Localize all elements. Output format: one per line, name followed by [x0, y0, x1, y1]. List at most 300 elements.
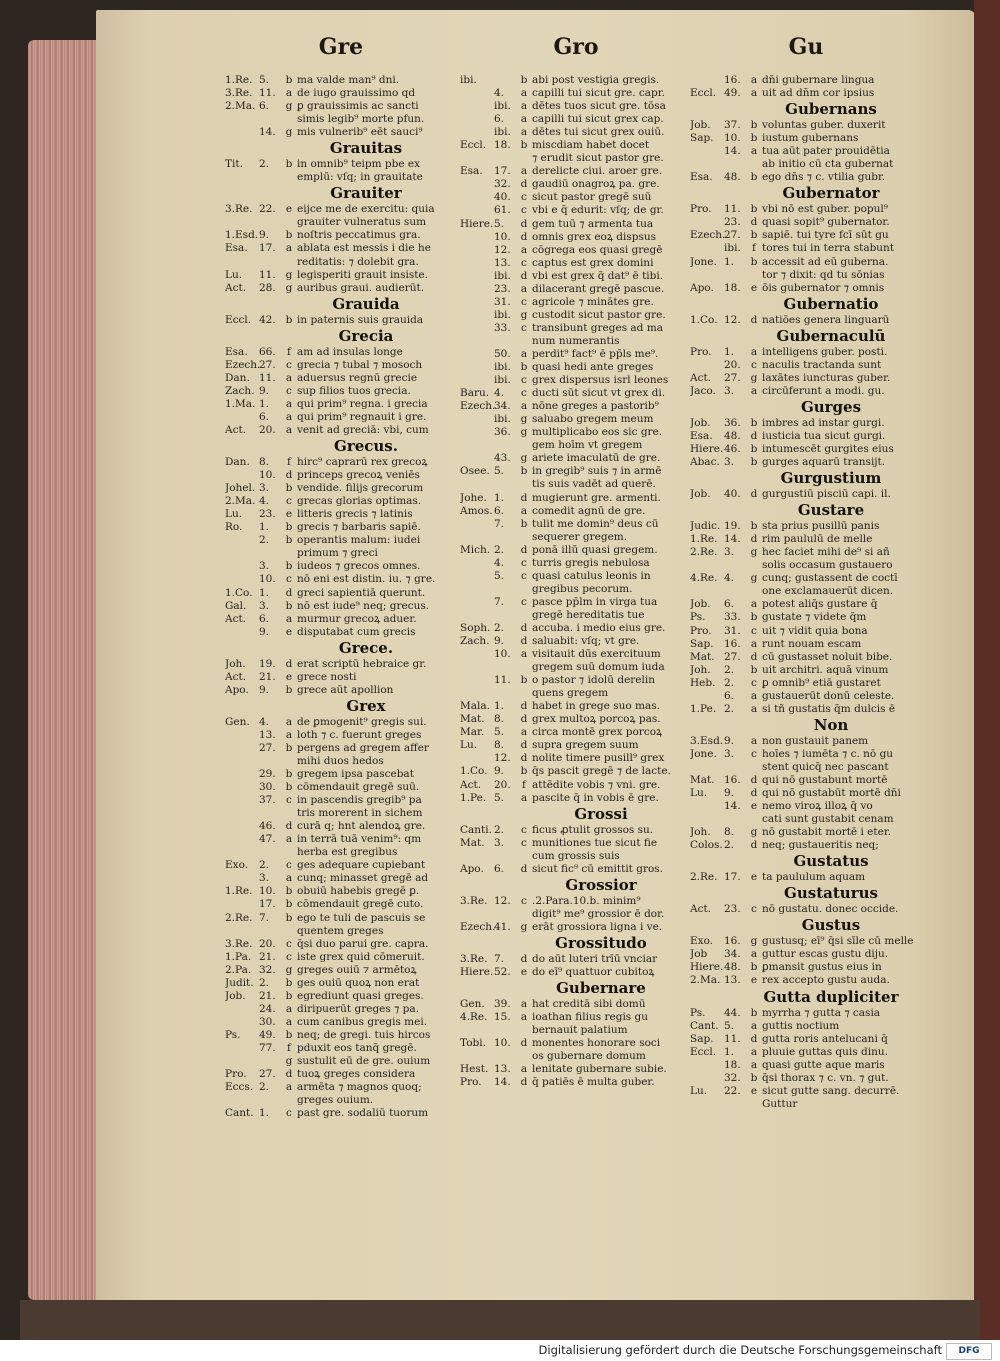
headword: Gustaturus — [784, 884, 878, 903]
chapter: 2. — [259, 976, 270, 989]
concordance-line — [225, 768, 457, 781]
concordance-line — [225, 216, 457, 229]
chapter: ibi. — [494, 361, 511, 374]
section-letter: b — [285, 976, 293, 989]
concordance-line — [225, 508, 457, 521]
page-edge-stack — [28, 40, 100, 1300]
concordance-line — [460, 531, 692, 544]
quotation: nō eni est distin. iu. ⁊ gre. — [297, 573, 436, 586]
chapter: 2. — [494, 543, 505, 556]
quotation: cunq; gustassent de coctī — [762, 572, 898, 585]
reference — [225, 534, 259, 547]
concordance-line — [460, 850, 692, 863]
quotation: curā q; hnt alendoꝝ gre. — [297, 820, 426, 833]
quotation: litteris grecis ⁊ latinis — [297, 508, 413, 521]
chapter — [259, 171, 281, 184]
chapter: 3. — [724, 384, 735, 397]
quotation: voluntas guber. duxerit — [762, 119, 886, 132]
chapter: 6. — [724, 598, 735, 611]
chapter: 44. — [724, 1006, 741, 1019]
chapter: ibi. — [494, 269, 511, 282]
chapter: 6. — [259, 410, 270, 423]
quotation: dētes tui sicut grex ouiū. — [532, 126, 665, 139]
section-letter: a — [285, 397, 293, 410]
section-letter: a — [520, 282, 528, 295]
reference: 3.Esd. — [690, 734, 724, 747]
section-letter: c — [521, 191, 527, 204]
reference: Act. — [225, 670, 247, 683]
reference: 2.Ma. — [225, 495, 256, 508]
chapter: 27. — [724, 229, 741, 242]
chapter: 4. — [494, 87, 505, 100]
section-letter: c — [521, 556, 527, 569]
reference: 4.Re. — [690, 572, 718, 585]
chapter: 20. — [259, 937, 276, 950]
quotation: o pastor ⁊ idolū derelin — [532, 674, 655, 687]
quotation: sup filios tuos grecia. — [297, 384, 411, 397]
section-letter: c — [521, 256, 527, 269]
chapter: 46. — [724, 442, 741, 455]
concordance-line — [225, 1016, 457, 1029]
section-letter: a — [520, 1063, 528, 1076]
reference — [690, 690, 724, 703]
quotation: gutta roris antelucani q̄ — [762, 1032, 888, 1045]
reference: Apo. — [225, 683, 249, 696]
section-letter: b — [750, 1071, 758, 1084]
section-letter: c — [521, 321, 527, 334]
chapter: 5. — [724, 1019, 735, 1032]
quotation: greges ouiū ⁊ armētoꝝ — [297, 963, 417, 976]
section-letter: a — [520, 998, 528, 1011]
quotation: simis legib⁹ morte pfun. — [297, 113, 425, 126]
section-letter: b — [285, 313, 293, 326]
reference: 3.Re. — [225, 87, 253, 100]
quotation: sequerer gregem. — [532, 530, 628, 543]
concordance-line — [460, 348, 692, 361]
quotation: qui prim⁹ regnauit i gre. — [297, 410, 427, 423]
concordance-line — [460, 270, 692, 283]
quotation: supra gregem suum — [532, 739, 639, 752]
chapter: 39. — [494, 998, 511, 1011]
quotation: ab initio cū cta gubernat — [762, 158, 894, 171]
concordance-line — [225, 600, 457, 613]
section-letter: g — [750, 826, 758, 839]
reference — [460, 478, 494, 491]
chapter: 36. — [724, 416, 741, 429]
chapter: 20. — [724, 358, 741, 371]
concordance-line — [225, 885, 457, 898]
section-letter: b — [520, 465, 528, 478]
quotation: ⁊ erudit sicut pastor gre. — [532, 152, 664, 165]
reference — [690, 74, 724, 87]
chapter: 34. — [494, 400, 511, 413]
section-letter: b — [750, 442, 758, 455]
chapter: 46. — [259, 820, 276, 833]
chapter: 1. — [494, 700, 505, 713]
quotation: nolite timere pusill⁹ grex — [532, 752, 665, 765]
reference — [460, 674, 494, 687]
section-letter — [516, 908, 532, 921]
quotation: hoīes ⁊ iumēta ⁊ c. nō gu — [762, 747, 894, 760]
concordance-line — [690, 690, 922, 703]
concordance-line — [460, 257, 692, 270]
section-letter — [746, 269, 762, 282]
quotation: diripuerūt greges ⁊ pa. — [297, 1002, 419, 1015]
concordance-line — [225, 482, 457, 495]
reference — [225, 1055, 259, 1068]
reference: Zach. — [460, 635, 490, 648]
chapter: ibi. — [494, 126, 511, 139]
concordance-line — [690, 664, 922, 677]
footer-credit: Digitalisierung gefördert durch die Deutsche Forschungsgemeinschaft — [538, 1343, 942, 1357]
quotation: quentem greges — [297, 924, 384, 937]
concordance-line — [225, 87, 457, 100]
concordance-line — [460, 465, 692, 478]
reference: Tit. — [225, 158, 243, 171]
chapter: 23. — [724, 216, 741, 229]
concordance-line — [460, 152, 692, 165]
section-letter: d — [520, 752, 528, 765]
section-letter: a — [750, 598, 758, 611]
reference — [460, 374, 494, 387]
reference — [460, 322, 494, 335]
reference: Lu. — [690, 1084, 708, 1097]
reference — [460, 752, 494, 765]
concordance-line — [460, 478, 692, 491]
reference: 2.Ma. — [690, 974, 721, 987]
concordance-line — [690, 1098, 922, 1111]
reference: Job — [690, 948, 708, 961]
section-letter: b — [750, 520, 758, 533]
chapter: 11. — [724, 1032, 741, 1045]
reference: Esa. — [690, 171, 713, 184]
reference — [460, 583, 494, 596]
concordance-line — [690, 229, 922, 242]
quotation: ego te tuli de pascuis se — [297, 911, 426, 924]
concordance-line — [225, 126, 457, 139]
quotation: accuba. i medio eius gre. — [532, 621, 666, 634]
section-letter: a — [285, 242, 293, 255]
chapter — [724, 761, 746, 774]
reference — [460, 348, 494, 361]
concordance-line — [225, 977, 457, 990]
quotation: pluuie guttas quis dinu. — [762, 1045, 888, 1058]
quotation: turris gregis nebulosa — [532, 556, 650, 569]
reference: Cant. — [225, 1107, 254, 1120]
chapter: 18. — [724, 1058, 741, 1071]
reference: Ezech. — [460, 920, 496, 933]
quotation: rim paululū de melle — [762, 533, 873, 546]
concordance-line — [690, 748, 922, 761]
chapter: 6. — [494, 504, 505, 517]
headword: Gustare — [797, 501, 865, 520]
chapter: 3. — [724, 546, 735, 559]
quotation: sicut gutte sang. decurrē. — [762, 1084, 900, 1097]
section-letter: c — [286, 950, 292, 963]
quotation: hec faciet mihi de⁹ si añ — [762, 546, 890, 559]
section-letter: c — [521, 894, 527, 907]
chapter: 14. — [724, 533, 741, 546]
column-3 — [690, 34, 922, 1111]
quotation: ges ouiū quoꝝ non erat — [297, 976, 420, 989]
reference — [225, 573, 259, 586]
chapter: 5. — [494, 726, 505, 739]
section-letter: a — [750, 345, 758, 358]
reference — [225, 846, 259, 859]
chapter: 24. — [259, 1002, 276, 1015]
chapter: 8. — [724, 826, 735, 839]
section-letter: d — [750, 1032, 758, 1045]
reference: Eccl. — [690, 1045, 717, 1058]
headword: Gurges — [800, 397, 862, 416]
quotation: circa montē grex porcoꝝ — [532, 726, 663, 739]
chapter — [259, 216, 281, 229]
section-letter: a — [520, 165, 528, 178]
quotation: derelicte ciui. aroer gre. — [532, 165, 663, 178]
section-letter: b — [750, 663, 758, 676]
headword: Grauiter — [330, 184, 402, 203]
footer-bar — [0, 1340, 1000, 1361]
concordance-line — [460, 687, 692, 700]
quotation: sicut fic⁹ cū emittit gros. — [532, 862, 664, 875]
section-letter: e — [750, 871, 758, 884]
quotation: vendide. filijs grecorum — [297, 482, 424, 495]
concordance-line — [460, 570, 692, 583]
section-letter: a — [520, 100, 528, 113]
section-letter — [281, 1094, 297, 1107]
section-letter — [281, 755, 297, 768]
section-letter: e — [750, 974, 758, 987]
section-letter — [281, 256, 297, 269]
concordance-line — [225, 359, 457, 372]
chapter: 10. — [494, 230, 511, 243]
chapter — [724, 585, 746, 598]
quotation: q̄si thorax ⁊ c. vn. ⁊ gut. — [762, 1071, 889, 1084]
chapter — [259, 755, 281, 768]
section-letter: e — [285, 625, 293, 638]
concordance-line — [690, 546, 922, 559]
chapter: 2. — [724, 702, 735, 715]
concordance-line — [225, 1003, 457, 1016]
section-letter: c — [286, 794, 292, 807]
section-letter: a — [285, 87, 293, 100]
concordance-line — [460, 998, 692, 1011]
section-letter: b — [750, 961, 758, 974]
section-letter: b — [285, 885, 293, 898]
section-letter: e — [520, 966, 528, 978]
quotation: in pascendis gregib⁹ pa — [297, 794, 422, 807]
reference: Apo. — [690, 281, 714, 294]
chapter: 27. — [724, 650, 741, 663]
section-letter: b — [520, 361, 528, 374]
reference — [225, 216, 259, 229]
reference — [690, 1098, 724, 1111]
quotation: ablata est messis i die he — [297, 242, 431, 255]
chapter: 3. — [724, 747, 735, 760]
section-letter: c — [521, 569, 527, 582]
quotation: grece aūt apollion — [297, 683, 394, 696]
concordance-line — [225, 398, 457, 411]
reference: Abac. — [690, 456, 720, 469]
section-letter: d — [520, 1037, 528, 1050]
chapter: 31. — [724, 624, 741, 637]
section-letter: b — [285, 560, 293, 573]
quotation: ponā illū quasi gregem. — [532, 543, 658, 556]
reference: Act. — [225, 423, 247, 436]
quotation: agricole ⁊ minātes gre. — [532, 295, 654, 308]
section-letter: c — [751, 747, 757, 760]
concordance-line — [225, 495, 457, 508]
concordance-line — [225, 242, 457, 255]
reference: Lu. — [225, 508, 243, 521]
chapter: 17. — [259, 898, 276, 911]
concordance-line — [225, 1068, 457, 1081]
quotation: pergens ad gregem affer — [297, 741, 429, 754]
section-letter: b — [285, 989, 293, 1002]
section-letter: b — [520, 74, 528, 86]
reference — [225, 768, 259, 781]
chapter: 11. — [724, 203, 741, 216]
reference: Act. — [225, 281, 247, 294]
quotation: operantis malum: iudei — [297, 534, 421, 547]
concordance-line — [690, 1059, 922, 1072]
reference — [690, 359, 724, 372]
reference: Ps. — [690, 1006, 706, 1019]
chapter: 4. — [724, 572, 735, 585]
section-letter: c — [521, 204, 527, 217]
quotation: iudeos ⁊ grecos omnes. — [297, 560, 421, 573]
section-letter: a — [750, 637, 758, 650]
reference — [690, 145, 724, 158]
section-letter: b — [285, 741, 293, 754]
chapter: 7. — [494, 595, 505, 608]
quotation: past gre. sodaliū tuorum — [297, 1107, 429, 1120]
reference — [690, 559, 724, 572]
reference — [690, 585, 724, 598]
quotation: cunq; minasset gregē ad — [297, 872, 429, 885]
quotation: gregem suū domum iuda — [532, 661, 665, 674]
dfg-logo: DFG — [946, 1343, 992, 1360]
section-letter: b — [520, 517, 528, 530]
concordance-line — [225, 203, 457, 216]
reference — [225, 794, 259, 807]
headword: Gutta dupliciter — [763, 987, 899, 1006]
quotation: grex dispersus isrl leones — [532, 374, 669, 387]
chapter: 50. — [494, 347, 511, 360]
concordance-line — [690, 651, 922, 664]
section-letter: b — [750, 171, 758, 184]
section-letter: g — [520, 413, 528, 426]
concordance-line — [225, 898, 457, 911]
chapter: 4. — [494, 387, 505, 400]
quotation: cōgrega eos quasi gregē — [532, 243, 663, 256]
chapter: 9. — [259, 625, 270, 638]
chapter: ibi. — [494, 100, 511, 113]
chapter: 4. — [259, 715, 270, 728]
quotation: nōne greges a pastorib⁹ — [532, 400, 659, 413]
quotation: sta prius pusillū panis — [762, 520, 880, 533]
reference — [225, 925, 259, 938]
chapter: 8. — [259, 456, 270, 469]
quotation: vbi e q̄ edurit: vſq; de gr. — [532, 204, 664, 217]
reference: Mala. — [460, 700, 490, 713]
reference: Ezech. — [225, 358, 261, 371]
quotation: hirc⁹ caprarū rex grecoꝝ — [297, 456, 428, 469]
quotation: cati sunt gustabit cenam — [762, 813, 894, 826]
concordance-line — [690, 961, 922, 974]
section-letter — [746, 761, 762, 774]
chapter: 23. — [259, 508, 276, 521]
concordance-line — [690, 488, 922, 501]
chapter: 32. — [724, 1071, 741, 1084]
quotation: gem hoīm vt gregem — [532, 439, 643, 452]
chapter — [494, 152, 516, 165]
reference: Mich. — [460, 543, 491, 556]
chapter: 40. — [494, 191, 511, 204]
quotation: ficus ꝓtulit grossos su. — [532, 823, 654, 836]
reference: Gal. — [225, 599, 247, 612]
quotation: imbres ad instar gurgi. — [762, 416, 885, 429]
section-letter: a — [285, 1015, 293, 1028]
section-letter — [281, 171, 297, 184]
chapter: 1. — [259, 397, 270, 410]
quotation: comedit agnū de gre. — [532, 504, 646, 517]
chapter: 17. — [494, 165, 511, 178]
chapter: 27. — [259, 1068, 276, 1081]
section-letter: c — [521, 387, 527, 400]
reference — [225, 898, 259, 911]
quotation: quasi sopit⁹ gubernator. — [762, 216, 890, 229]
section-letter: d — [520, 713, 528, 726]
chapter: 49. — [724, 87, 741, 100]
concordance-line — [460, 700, 692, 713]
concordance-line — [460, 765, 692, 778]
reference: Lu. — [460, 739, 478, 752]
section-letter: d — [520, 739, 528, 752]
reference — [225, 872, 259, 885]
concordance-line — [225, 1029, 457, 1042]
concordance-line — [460, 309, 692, 322]
reference: Eccs. — [225, 1081, 254, 1094]
section-letter: b — [285, 781, 293, 794]
reference: Mat. — [460, 713, 485, 726]
quotation: pduxit eos tanq̄ gregē. — [297, 1042, 417, 1054]
concordance-line — [690, 430, 922, 443]
concordance-line — [690, 1020, 922, 1033]
quotation: runt nouam escam — [762, 637, 862, 650]
chapter: 2. — [724, 663, 735, 676]
chapter: 5. — [494, 465, 505, 478]
concordance-line — [460, 635, 692, 648]
chapter — [494, 439, 516, 452]
reference — [460, 126, 494, 139]
section-letter: d — [520, 621, 528, 634]
reference: Eccl. — [460, 139, 487, 152]
concordance-line — [225, 658, 457, 671]
reference: Hiere. — [460, 966, 494, 978]
section-letter: a — [750, 145, 758, 158]
quotation: gustate ⁊ videte q̄m — [762, 611, 867, 624]
reference — [225, 820, 259, 833]
quotation: pascite q̄ in vobis ē gre. — [532, 791, 659, 804]
concordance-line — [460, 426, 692, 439]
quotation: auribus graui. audierūt. — [297, 281, 425, 294]
concordance-line — [225, 912, 457, 925]
quotation: ꝑmansit gustus eius in — [762, 961, 882, 974]
concordance-line — [460, 1011, 692, 1024]
quotation: emplū: vſq; in grauitate — [297, 171, 423, 184]
section-letter: d — [520, 543, 528, 556]
